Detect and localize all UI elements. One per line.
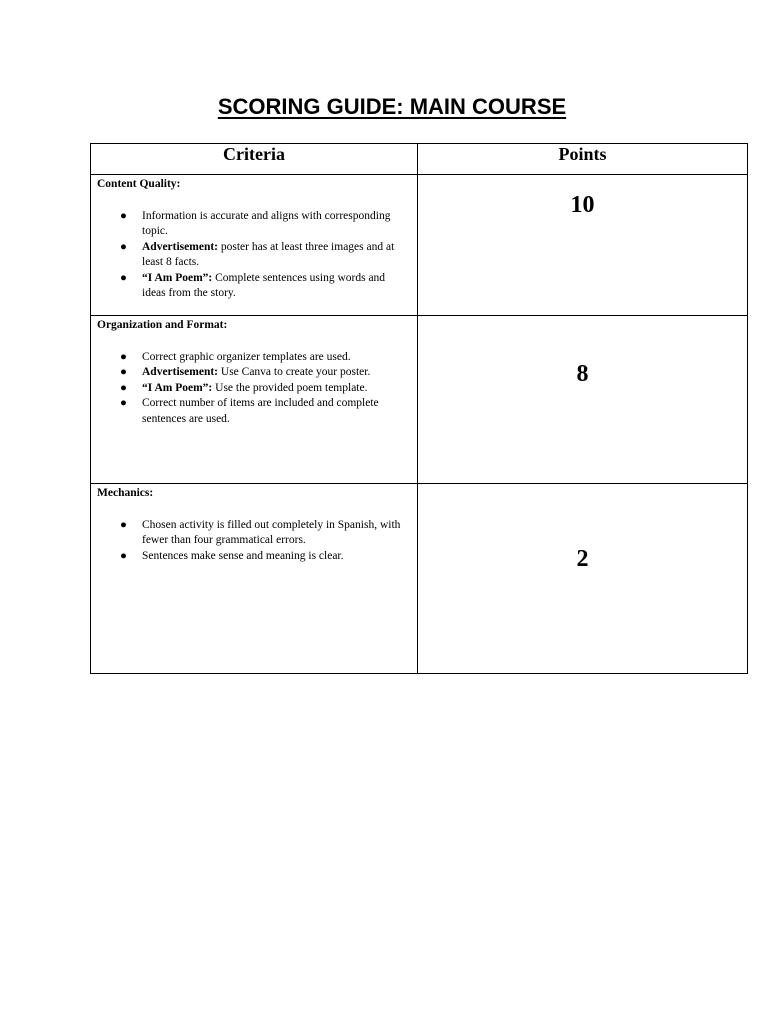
list-item: ● Information is accurate and aligns with corresponding topic. xyxy=(120,209,391,237)
points-header: Points xyxy=(418,144,748,175)
list-item: ● “I Am Poem”: Use the provided poem template. xyxy=(142,381,411,397)
section-label: Mechanics: xyxy=(97,487,154,499)
table-row-content-quality xyxy=(91,175,748,316)
list-item: ● Correct number of items are included and complete sentences are used. xyxy=(120,397,379,425)
list-item: ● Correct graphic organizer templates are used. xyxy=(142,350,411,366)
points-value: 8 xyxy=(576,361,589,387)
table-row-organization xyxy=(91,316,748,484)
bullet-icon: ● xyxy=(120,518,127,531)
bullet-icon: ● xyxy=(120,366,127,378)
list-item: ● Advertisement: Use Canva to create your poster. xyxy=(142,365,411,381)
points-value: 2 xyxy=(576,546,589,572)
criteria-cell xyxy=(91,175,418,316)
list-item: ● “I Am Poem”: Complete sentences using words and ideas from the story. xyxy=(120,271,386,299)
criteria-list xyxy=(91,350,417,428)
bullet-icon: ● xyxy=(120,381,127,394)
criteria-header: Criteria xyxy=(91,144,418,175)
scoring-table xyxy=(90,143,748,674)
bullet-icon: ● xyxy=(120,549,127,562)
points-value: 10 xyxy=(570,192,595,218)
points-cell xyxy=(418,316,748,484)
bullet-icon: ● xyxy=(120,209,127,222)
points-cell xyxy=(418,175,748,316)
bullet-icon: ● xyxy=(120,271,127,284)
criteria-cell xyxy=(91,316,418,484)
table-row-mechanics xyxy=(91,484,748,674)
criteria-list xyxy=(91,209,417,302)
bullet-icon: ● xyxy=(120,397,127,409)
list-item: ● Sentences make sense and meaning is clear. xyxy=(142,549,411,565)
points-cell xyxy=(418,484,748,674)
bullet-icon: ● xyxy=(120,240,127,253)
criteria-list xyxy=(91,518,417,565)
list-item: ● Chosen activity is filled out completely in Spanish, with fewer than four grammatical errors. xyxy=(120,518,401,546)
criteria-cell xyxy=(91,484,418,674)
bullet-icon: ● xyxy=(120,350,127,363)
table-header-row xyxy=(91,144,748,175)
list-item: ● Advertisement: poster has at least three images and at least 8 facts. xyxy=(120,240,395,268)
section-label: Content Quality: xyxy=(97,178,181,190)
document-title: SCORING GUIDE: MAIN COURSE xyxy=(217,94,567,119)
section-label: Organization and Format: xyxy=(97,319,228,331)
